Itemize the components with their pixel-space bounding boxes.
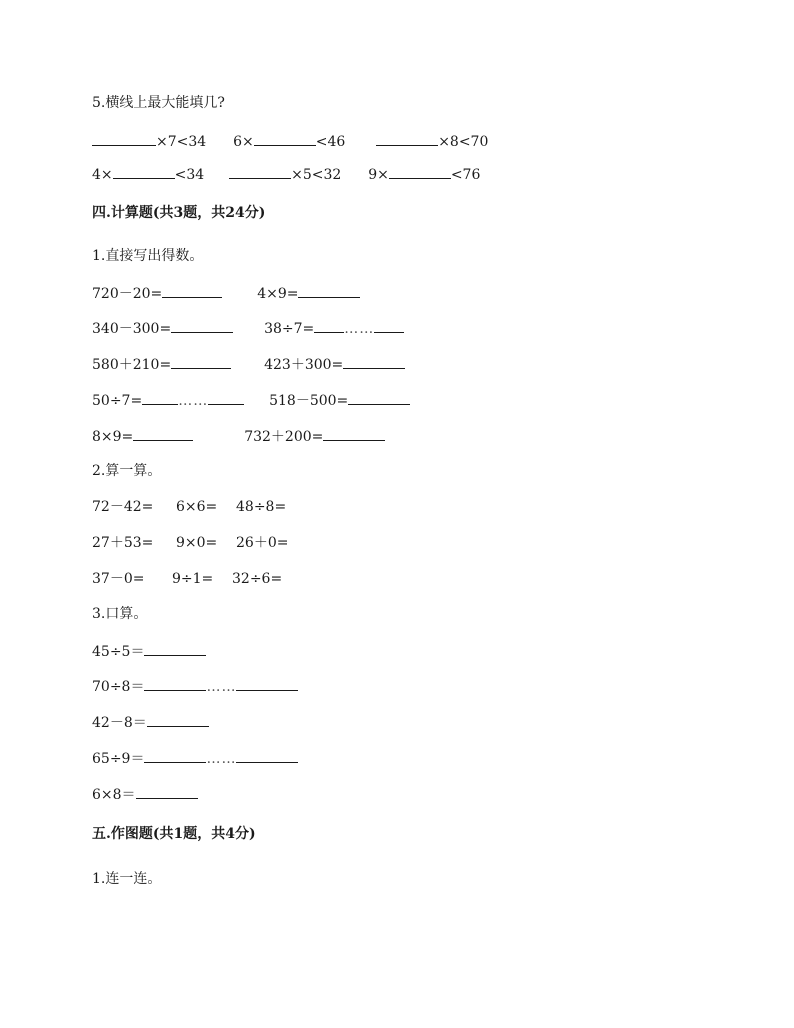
p3-title: 3.口算。	[92, 606, 148, 622]
answer-blank[interactable]	[171, 355, 231, 369]
p1-row-1	[92, 284, 360, 303]
answer-blank[interactable]	[343, 355, 405, 369]
p3-i2-expr: 70÷8＝	[92, 679, 145, 695]
quotient-blank[interactable]	[144, 677, 206, 691]
p1-r3-left: 580＋210=	[92, 357, 172, 373]
answer-blank[interactable]	[323, 427, 385, 441]
p1-row-2	[92, 319, 404, 338]
p2-row-1	[92, 498, 286, 516]
p1-row-3	[92, 355, 405, 374]
p1-r5-right: 732＋200=	[244, 429, 324, 445]
remainder-dots: ……	[206, 679, 237, 695]
quotient-blank[interactable]	[144, 749, 206, 763]
p1-r2-left: 340－300=	[92, 321, 172, 337]
section-4-heading: 四.计算题(共3题，共24分)	[92, 205, 266, 221]
p1-title: 1.直接写出得数。	[92, 248, 204, 264]
p1-row-4	[92, 391, 410, 410]
remainder-blank[interactable]	[236, 749, 298, 763]
p2-r1-c2: 6×6=	[176, 499, 218, 515]
p2-r3-c2: 9÷1=	[172, 571, 214, 587]
quotient-blank[interactable]	[314, 319, 344, 333]
remainder-dots: ……	[206, 751, 237, 767]
answer-blank[interactable]	[389, 165, 451, 179]
q5-r1-b-post: <46	[315, 134, 346, 150]
q5-row-1	[92, 132, 488, 151]
p2-r2-c1: 27＋53=	[92, 535, 154, 551]
p3-i3-expr: 42－8＝	[92, 715, 147, 731]
p1-r5-left: 8×9=	[92, 429, 134, 445]
q5-r2-c-pre: 9×	[368, 167, 389, 183]
p1-r2-right: 38÷7=	[264, 321, 315, 337]
section-5-heading: 五.作图题(共1题，共4分)	[92, 826, 256, 842]
answer-blank[interactable]	[229, 165, 291, 179]
q5-r1-c: ×8<70	[438, 134, 489, 150]
p3-item-5	[92, 785, 198, 804]
p2-r3-c3: 32÷6=	[232, 571, 283, 587]
p2-r3-c1: 37－0=	[92, 571, 145, 587]
answer-blank[interactable]	[144, 642, 206, 656]
q5-r2-a-post: <34	[174, 167, 205, 183]
answer-blank[interactable]	[92, 132, 156, 146]
q5-r1-b-pre: 6×	[233, 134, 254, 150]
answer-blank[interactable]	[298, 284, 360, 298]
p1-r4-right: 518－500=	[269, 393, 349, 409]
p3-item-4	[92, 749, 298, 768]
p1-r1-right: 4×9=	[257, 286, 299, 302]
p1-row-5	[92, 427, 385, 446]
p2-r1-c3: 48÷8=	[236, 499, 287, 515]
p3-item-1	[92, 642, 206, 661]
answer-blank[interactable]	[113, 165, 175, 179]
p2-r2-c2: 9×0=	[176, 535, 218, 551]
remainder-dots: ……	[178, 393, 209, 409]
quotient-blank[interactable]	[142, 391, 178, 405]
q5-r1-a: ×7<34	[156, 134, 207, 150]
p1-r4-left: 50÷7=	[92, 393, 143, 409]
p3-item-2	[92, 677, 298, 696]
p2-row-3	[92, 570, 282, 588]
p2-row-2	[92, 534, 288, 552]
remainder-dots: ……	[344, 321, 375, 337]
answer-blank[interactable]	[133, 427, 193, 441]
q5-r2-b: ×5<32	[291, 167, 342, 183]
p1-r3-right: 423＋300=	[264, 357, 344, 373]
q5-row-2	[92, 165, 480, 184]
answer-blank[interactable]	[376, 132, 438, 146]
answer-blank[interactable]	[254, 132, 316, 146]
answer-blank[interactable]	[136, 785, 198, 799]
q5-title: 5.横线上最大能填几?	[92, 95, 225, 111]
answer-blank[interactable]	[348, 391, 410, 405]
p3-i5-expr: 6×8＝	[92, 787, 136, 803]
p1-r1-left: 720－20=	[92, 286, 163, 302]
p3-i1-expr: 45÷5＝	[92, 644, 145, 660]
remainder-blank[interactable]	[208, 391, 244, 405]
p2-title: 2.算一算。	[92, 463, 162, 479]
answer-blank[interactable]	[171, 319, 233, 333]
p3-i4-expr: 65÷9＝	[92, 751, 145, 767]
p2-r2-c3: 26＋0=	[236, 535, 289, 551]
answer-blank[interactable]	[162, 284, 222, 298]
remainder-blank[interactable]	[374, 319, 404, 333]
q5-r2-a-pre: 4×	[92, 167, 113, 183]
remainder-blank[interactable]	[236, 677, 298, 691]
p2-r1-c1: 72－42=	[92, 499, 154, 515]
q5-r2-c-post: <76	[450, 167, 481, 183]
p5-1-title: 1.连一连。	[92, 871, 162, 887]
answer-blank[interactable]	[147, 713, 209, 727]
p3-item-3	[92, 713, 209, 732]
